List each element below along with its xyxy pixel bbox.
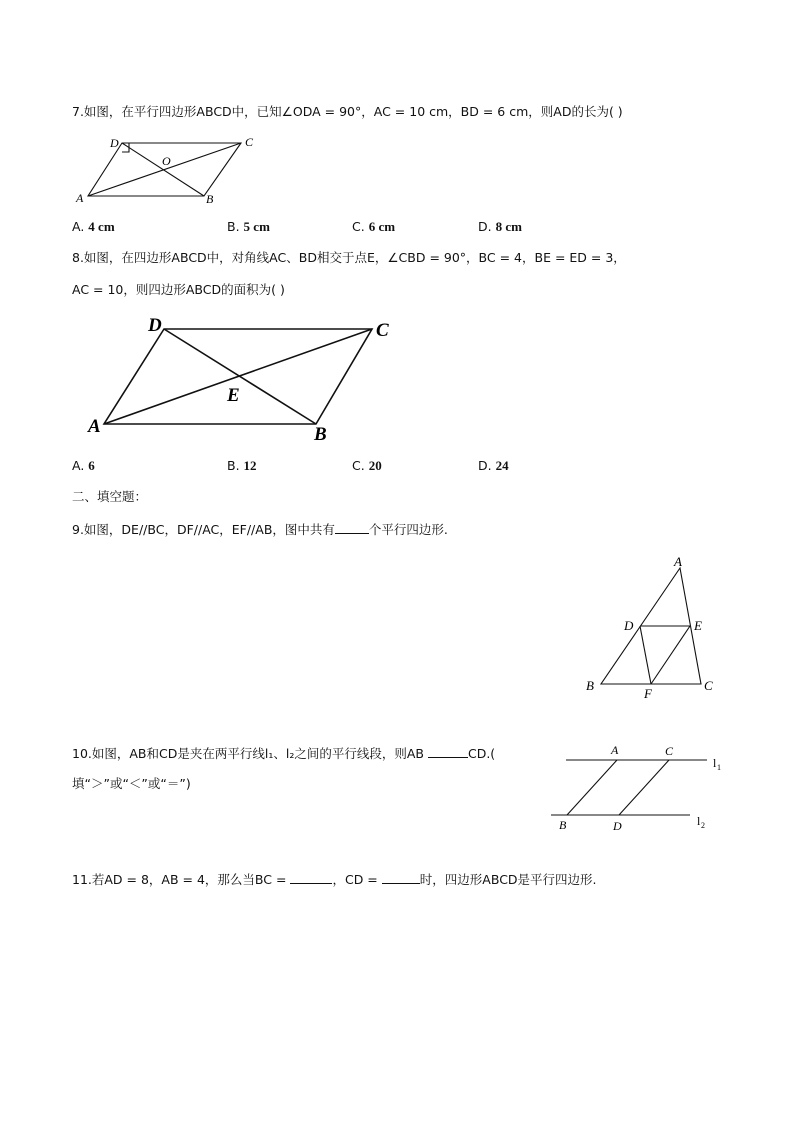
q10-label-a: A	[611, 743, 619, 757]
q10-label-b: B	[559, 818, 567, 832]
question-7-text: 7.如图，在平行四边形ABCD中，已知∠ODA = 90°，AC = 10 cm，BD = 6 cm，则AD的长为( )	[72, 104, 623, 119]
q8-label-b: B	[314, 424, 327, 445]
q8-option-a[interactable]: A. 6	[72, 458, 95, 473]
q10-text-after: CD.(	[467, 746, 496, 761]
q11-bc-blank[interactable]	[290, 871, 332, 884]
q9-label-f: F	[644, 686, 652, 701]
q10-label-l1-sub: 1	[717, 763, 721, 772]
q8-option-d[interactable]: D. 24	[478, 458, 509, 473]
q8-label-e: E	[227, 385, 240, 406]
question-10-line2: 填“＞”或“＜”或“＝”)	[72, 776, 191, 791]
q10-text-before: 10.如图，AB和CD是夹在两平行线l₁、l₂之间的平行线段，则AB	[72, 746, 424, 761]
q10-label-l1: l	[713, 756, 717, 770]
q9-text-before: 9.如图，DE//BC，DF//AC，EF//AB，图中共有	[72, 522, 335, 537]
q11-part2: ，CD =	[332, 872, 378, 887]
q7-label-a: A	[76, 191, 84, 205]
q8-label-c: C	[376, 320, 389, 341]
q8-label-a: A	[88, 416, 101, 437]
q7-label-b: B	[206, 192, 214, 206]
section-heading-fill-blank: 二、填空题：	[72, 489, 148, 504]
q7-option-b[interactable]: B. 5 cm	[227, 219, 270, 234]
q9-text-after: 个平行四边形.	[368, 522, 448, 537]
question-8-line2: AC = 10，则四边形ABCD的面积为( )	[72, 282, 285, 297]
q7-label-d: D	[110, 136, 119, 150]
q11-cd-blank[interactable]	[382, 871, 420, 884]
q10-label-l2-sub: 2	[701, 821, 705, 830]
q8-option-c[interactable]: C. 20	[352, 458, 382, 473]
q7-option-a[interactable]: A. 4 cm	[72, 219, 115, 234]
q11-part3: 时，四边形ABCD是平行四边形.	[419, 872, 597, 887]
q7-option-c[interactable]: C. 6 cm	[352, 219, 396, 234]
q9-label-e: E	[694, 618, 702, 633]
q9-label-b: B	[586, 678, 594, 693]
q10-label-c: C	[665, 744, 674, 758]
q10-label-l2: l	[697, 814, 701, 828]
q9-label-a: A	[674, 554, 682, 569]
q9-label-c: C	[704, 678, 713, 693]
q7-label-o: O	[162, 154, 171, 168]
q8-label-d: D	[148, 315, 162, 336]
question-11-text	[72, 871, 597, 888]
q11-part1: 11.若AD = 8，AB = 4，那么当BC =	[72, 872, 287, 887]
q8-option-b[interactable]: B. 12	[227, 458, 257, 473]
question-8-line1: 8.如图，在四边形ABCD中，对角线AC、BD相交于点E，∠CBD = 90°，BC = 4，BE = ED = 3，	[72, 250, 626, 265]
q7-option-d[interactable]: D. 8 cm	[478, 219, 522, 234]
q7-label-c: C	[245, 135, 254, 149]
q9-label-d: D	[624, 618, 634, 633]
q10-label-d: D	[613, 819, 622, 833]
